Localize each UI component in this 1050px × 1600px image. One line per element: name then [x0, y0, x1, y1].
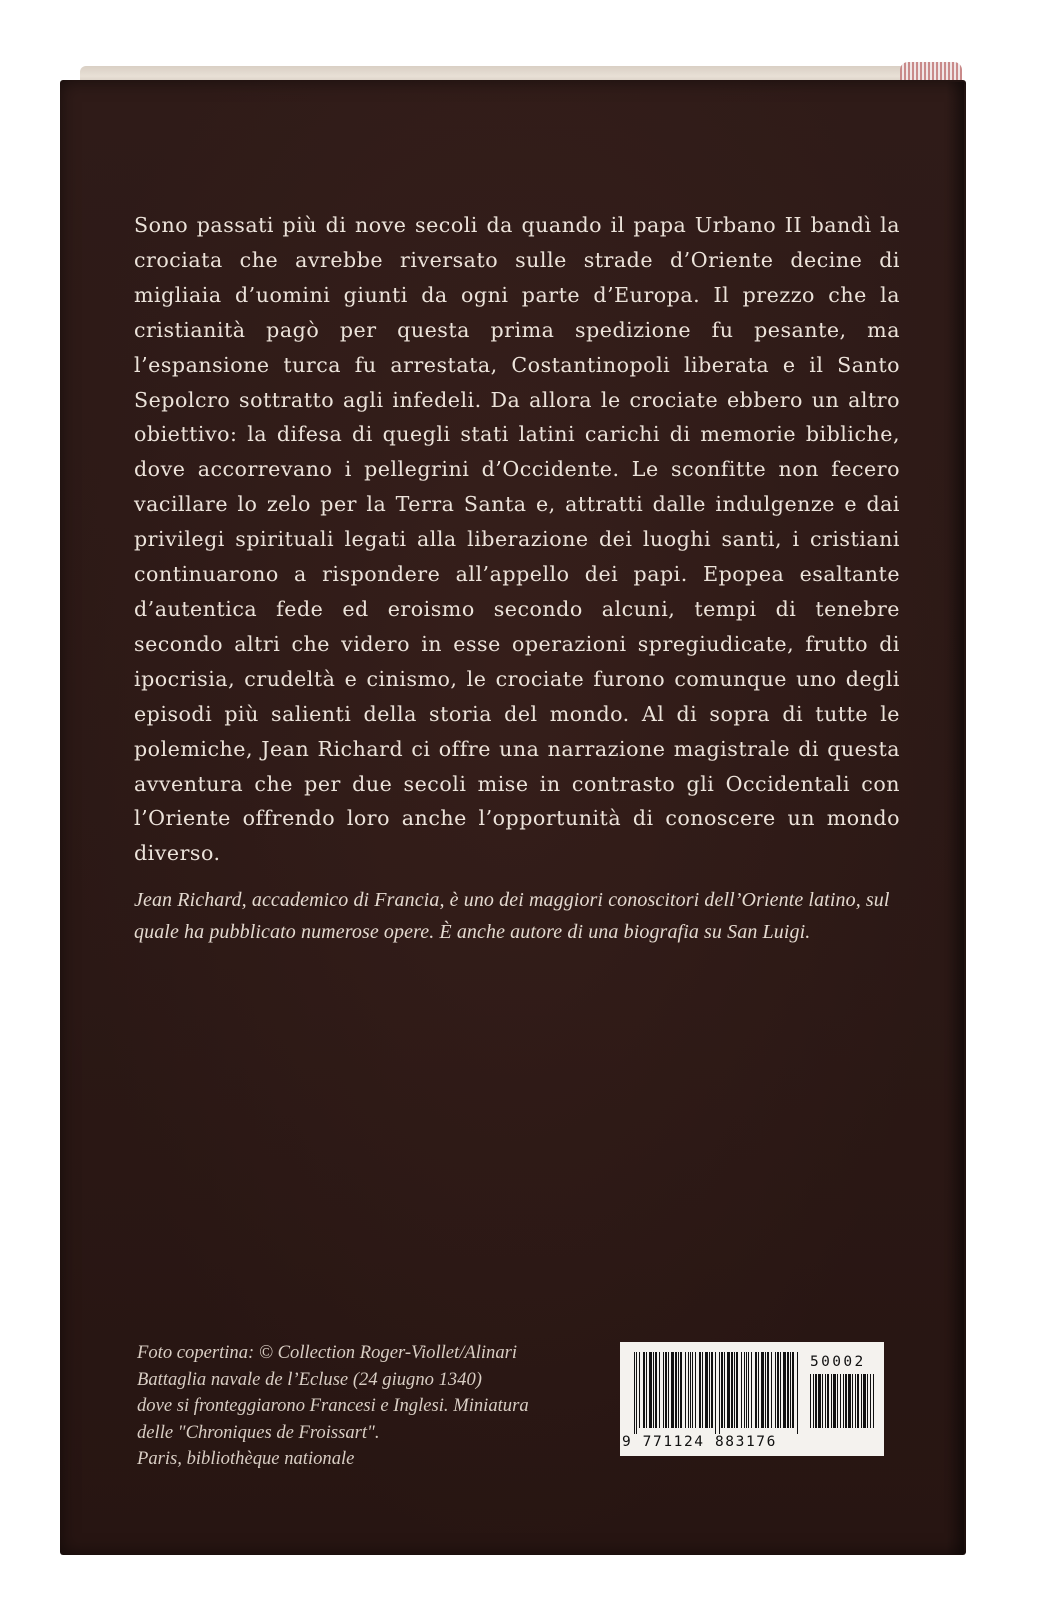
barcode-bar — [692, 1352, 693, 1428]
barcode-bar — [810, 1374, 811, 1428]
author-bio: Jean Richard, accademico di Francia, è uno dei maggiori conoscitori dell’Oriente latino, sul quale ha pubblicato numerose opere. È anche autore di una biografia su San Luigi. — [134, 889, 890, 943]
barcode-bar — [765, 1352, 766, 1428]
barcode-bar — [668, 1352, 669, 1428]
barcode-bar — [699, 1352, 701, 1428]
barcode-bar — [731, 1352, 733, 1428]
barcode-bar — [719, 1352, 720, 1434]
barcode-bar — [837, 1374, 838, 1428]
barcode-bar — [818, 1374, 821, 1428]
barcode-bar — [636, 1352, 637, 1434]
barcode-bar — [815, 1374, 817, 1428]
barcode-bar — [709, 1352, 710, 1428]
barcode-bar — [775, 1352, 776, 1428]
barcode-bar — [822, 1374, 823, 1428]
barcode-bar — [780, 1352, 781, 1428]
barcode-bar — [755, 1352, 757, 1428]
barcode-label — [620, 1342, 884, 1456]
barcode-bar — [675, 1352, 677, 1428]
barcode-bar — [748, 1352, 749, 1428]
barcode-bar — [653, 1352, 654, 1428]
credit-line: Paris, bibliothèque nationale — [137, 1448, 355, 1469]
barcode-bar — [758, 1352, 759, 1428]
barcode-bar — [702, 1352, 703, 1428]
credit-line: Foto copertina: © Collection Roger-Viollet/Alinari — [137, 1342, 518, 1363]
barcode-addon-number: 50002 — [810, 1354, 866, 1370]
barcode-number: 9 771124 883176 — [622, 1434, 777, 1450]
barcode-bar — [715, 1352, 716, 1434]
barcode-bar — [870, 1374, 871, 1428]
barcode-bar — [777, 1352, 779, 1428]
barcode-bar — [855, 1374, 856, 1428]
barcode-bar — [727, 1352, 730, 1428]
barcode-bar — [695, 1352, 696, 1428]
barcode-bar — [790, 1352, 791, 1428]
barcode-bar — [663, 1352, 664, 1428]
barcode-addon-bars — [810, 1374, 874, 1434]
barcode-bar — [721, 1352, 723, 1428]
barcode-bar — [705, 1352, 708, 1428]
barcode-bar — [845, 1374, 847, 1428]
barcode-bar — [848, 1374, 851, 1428]
barcode-bar — [787, 1352, 789, 1428]
spine-shadow — [946, 82, 964, 1554]
barcode-bar — [783, 1352, 786, 1428]
barcode-bar — [792, 1352, 794, 1428]
barcode-bar — [711, 1352, 713, 1428]
barcode-bar — [767, 1352, 769, 1428]
barcode-bar — [797, 1352, 798, 1434]
barcode-bar — [671, 1352, 674, 1428]
barcode-bar — [861, 1374, 862, 1428]
barcode-bar — [665, 1352, 667, 1428]
barcode-bar — [646, 1352, 647, 1428]
barcode-bar — [857, 1374, 859, 1428]
barcode-bars — [634, 1352, 800, 1434]
barcode-bar — [840, 1374, 841, 1428]
barcode-bar — [690, 1352, 691, 1428]
barcode-bar — [873, 1374, 874, 1428]
barcode-bar — [680, 1352, 682, 1428]
blurb-text: Sono passati più di nove secoli da quando il papa Urbano II bandì la crociata che avrebbe riversato sulle strade d’Oriente decine di migliaia d’uomini giunti da ogni parte d’Europa. Il prezzo che la cristianità pagò per questa prima spedizione fu pesante, ma l’espansione turca fu arrestata, Costantinopoli liberata e il Santo Sepolcro sottratto agli infedeli. Da allora le crociate ebbero un altro obiettivo: la difesa di quegli stati latini carichi di memorie bibliche, dove accorrevano i pellegrini d’Occidente. Le sconfitte non fecero vacillare lo zelo per la Terra Santa e, attratti dalle indulgenze e dai privilegi spirituali legati alla liberazione dei luoghi santi, i cristiani continuarono a rispondere all’appello dei papi. Epopea esaltante d’autentica fede ed eroismo secondo alcuni, tempi di tenebre secondo altri che videro in esse operazioni spregiudicate, frutto di ipocrisia, crudeltà e cinismo, le crociate furono comunque uno degli episodi più salienti della storia del mondo. Al di sopra di tutte le polemiche, Jean Richard ci offre una narrazione magistrale di questa avventura che per due secoli mise in contrasto gli Occidentali con l’Oriente offrendo loro anche l’opportunità di conoscere un mondo diverso. — [134, 213, 900, 866]
credit-line: Battaglia navale de l’Ecluse (24 giugno 1340) — [137, 1368, 482, 1390]
barcode-bar — [643, 1352, 645, 1428]
barcode-bar — [634, 1352, 635, 1434]
barcode-bar — [827, 1374, 829, 1428]
credit-line: delle "Chroniques de Froissart". — [137, 1421, 380, 1443]
barcode-bar — [825, 1374, 826, 1428]
barcode-bar — [639, 1352, 640, 1428]
barcode-bar — [771, 1352, 772, 1428]
barcode-bar — [734, 1352, 735, 1428]
barcode-bar — [659, 1352, 660, 1428]
credit-line: dove si fronteggiarono Francesi e Inglesi. Miniatura — [137, 1395, 529, 1416]
barcode-bar — [831, 1374, 832, 1428]
barcode-bar — [741, 1352, 742, 1428]
barcode-bar — [688, 1352, 689, 1428]
barcode-bar — [761, 1352, 764, 1428]
barcode-bar — [863, 1374, 866, 1428]
barcode-bar — [655, 1352, 657, 1428]
cover-photo-credits — [137, 1340, 607, 1473]
barcode-bar — [746, 1352, 747, 1428]
barcode-bar — [833, 1374, 836, 1428]
barcode-bar — [843, 1374, 844, 1428]
barcode-bar — [867, 1374, 868, 1428]
barcode-bar — [678, 1352, 679, 1428]
barcode-bar — [751, 1352, 752, 1428]
barcode-bar — [685, 1352, 686, 1428]
barcode-bar — [649, 1352, 652, 1428]
barcode-bar — [744, 1352, 745, 1428]
barcode-bar — [813, 1374, 814, 1428]
barcode-bar — [724, 1352, 725, 1428]
barcode-bar — [736, 1352, 738, 1428]
barcode-bar — [852, 1374, 853, 1428]
